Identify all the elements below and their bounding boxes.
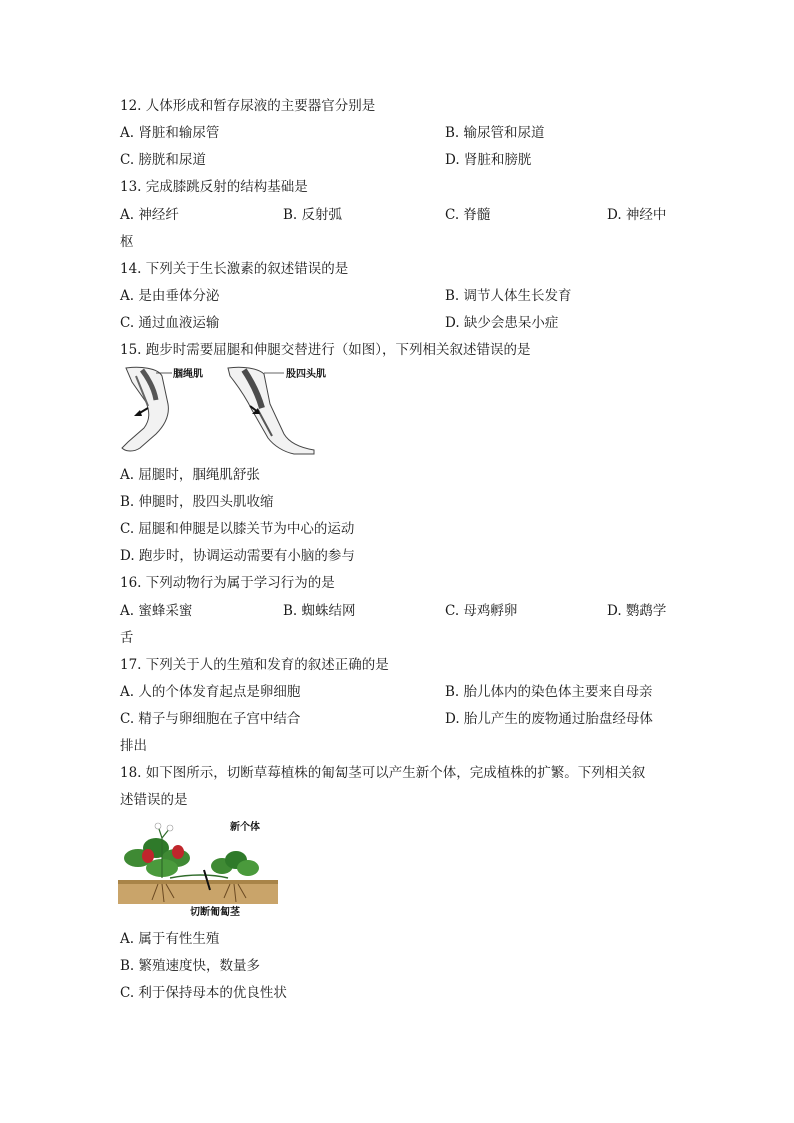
q13-option-a: A. 神经纤 <box>120 207 179 223</box>
q16-wrap: 舌 <box>120 630 134 646</box>
q16-option-b: B. 蜘蛛结网 <box>283 603 356 619</box>
q16-option-c: C. 母鸡孵卵 <box>445 603 518 619</box>
q17-option-c: C. 精子与卵细胞在子宫中结合 <box>120 711 301 727</box>
q14-option-c: C. 通过血液运输 <box>120 315 220 331</box>
q15-option-d: D. 跑步时，协调运动需要有小脑的参与 <box>120 548 355 564</box>
question-14-stem: 14. 下列关于生长激素的叙述错误的是 <box>120 261 349 277</box>
figure-label-cut-runner: 切断匍匐茎 <box>190 907 240 918</box>
figure-label-hamstring: 腘绳肌 <box>173 369 203 380</box>
question-16-stem: 16. 下列动物行为属于学习行为的是 <box>120 575 335 591</box>
q16-option-d: D. 鹦鹉学 <box>607 603 667 619</box>
q17-option-b: B. 胎儿体内的染色体主要来自母亲 <box>445 684 653 700</box>
strawberry-runner-figure <box>118 818 278 918</box>
figure-label-quadriceps: 股四头肌 <box>286 369 326 380</box>
q17-wrap: 排出 <box>120 738 147 754</box>
q13-option-b: B. 反射弧 <box>283 207 343 223</box>
q14-option-d: D. 缺少会患呆小症 <box>445 315 559 331</box>
question-13-stem: 13. 完成膝跳反射的结构基础是 <box>120 179 308 195</box>
q16-option-a: A. 蜜蜂采蜜 <box>120 603 193 619</box>
q15-option-a: A. 屈腿时，腘绳肌舒张 <box>120 467 260 483</box>
q17-option-a: A. 人的个体发育起点是卵细胞 <box>120 684 301 700</box>
leg-muscles-figure <box>118 364 333 456</box>
q17-option-d: D. 胎儿产生的废物通过胎盘经母体 <box>445 711 653 727</box>
question-12-stem: 12. 人体形成和暂存尿液的主要器官分别是 <box>120 98 376 114</box>
q12-option-b: B. 输尿管和尿道 <box>445 125 545 141</box>
q12-option-a: A. 肾脏和输尿管 <box>120 125 220 141</box>
question-18-stem: 18. 如下图所示，切断草莓植株的匍匐茎可以产生新个体，完成植株的扩繁。下列相关叙 <box>120 765 646 781</box>
q18-option-a: A. 属于有性生殖 <box>120 931 220 947</box>
q12-option-d: D. 肾脏和膀胱 <box>445 152 532 168</box>
q15-option-c: C. 屈腿和伸腿是以膝关节为中心的运动 <box>120 521 355 537</box>
q13-option-d: D. 神经中 <box>607 207 667 223</box>
q13-option-c: C. 脊髓 <box>445 207 491 223</box>
question-18-stem-continued: 述错误的是 <box>120 792 188 808</box>
q12-option-c: C. 膀胱和尿道 <box>120 152 206 168</box>
q14-option-a: A. 是由垂体分泌 <box>120 288 220 304</box>
question-17-stem: 17. 下列关于人的生殖和发育的叙述正确的是 <box>120 657 389 673</box>
strawberry-illustration <box>118 818 278 918</box>
q15-option-b: B. 伸腿时，股四头肌收缩 <box>120 494 274 510</box>
q18-option-b: B. 繁殖速度快，数量多 <box>120 958 261 974</box>
q18-option-c: C. 利于保持母本的优良性状 <box>120 985 287 1001</box>
leg-muscles-illustration <box>118 364 333 456</box>
question-15-stem: 15. 跑步时需要屈腿和伸腿交替进行（如图），下列相关叙述错误的是 <box>120 342 531 358</box>
q13-wrap: 枢 <box>120 234 134 250</box>
q14-option-b: B. 调节人体生长发育 <box>445 288 572 304</box>
figure-label-new-individual: 新个体 <box>230 822 260 833</box>
